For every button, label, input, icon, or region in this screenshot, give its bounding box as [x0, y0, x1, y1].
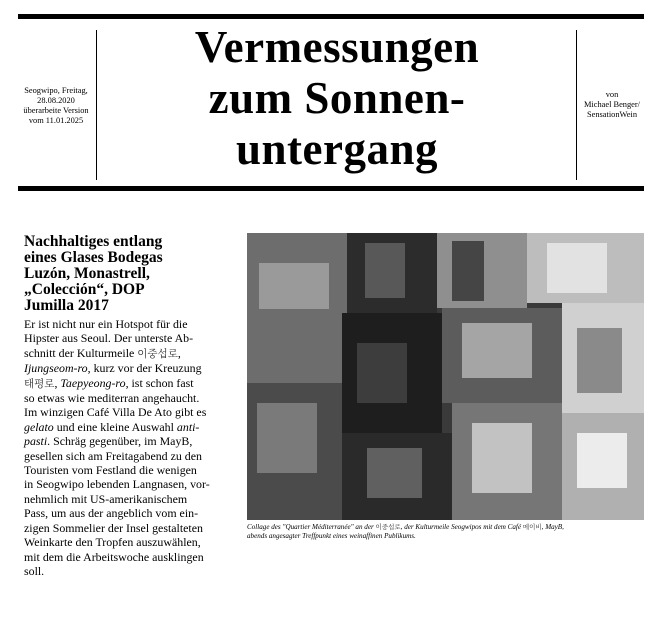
- title-line: zum Sonnen-: [208, 73, 466, 123]
- body-line: Er ist nicht nur ein Hotspot für die: [24, 317, 188, 331]
- headline-line: eines Glases Bodegas: [24, 249, 163, 266]
- body-line: pasti. Schräg gegenüber, im MayB,: [24, 434, 193, 449]
- article-body: [24, 317, 240, 578]
- page-title: [100, 22, 574, 175]
- headline-line: Luzón, Monastrell,: [24, 265, 150, 282]
- masthead-left-divider: [96, 30, 97, 180]
- headline-line: Nachhaltiges entlang: [24, 233, 163, 250]
- byline-line: von: [605, 90, 619, 99]
- dateline-line: 28.08.2020: [37, 96, 75, 105]
- dateline-line: vom 11.01.2025: [28, 116, 84, 125]
- collage-tile: [577, 433, 627, 488]
- collage-tile: [462, 323, 532, 378]
- collage-tile: [357, 343, 407, 403]
- dateline-line: überarbeite Version: [23, 106, 89, 115]
- title-line: untergang: [235, 124, 438, 174]
- body-line: Hipster aus Seoul. Der unterste Ab-: [24, 331, 194, 346]
- body-line: gelato und eine kleine Auswahl anti-: [24, 419, 200, 434]
- photo-collage: [247, 233, 644, 520]
- korean-street-name: 이중섭로: [137, 347, 178, 360]
- photo-caption: [247, 523, 652, 540]
- body-line: mit dem die Arbeitswoche ausklingen: [24, 549, 204, 564]
- collage-tile: [257, 403, 317, 473]
- body-line: Touristen vom Festland die wenigen: [24, 463, 197, 478]
- body-line: zigen Sommelier der Insel gestalteten: [24, 520, 203, 535]
- body-line: in Seogwipo lebenden Langnasen, vor-: [24, 477, 210, 492]
- collage-tile: [365, 243, 405, 298]
- caption-line: Collage des "Quartier Méditerranée" an der 이중섭로, der Kulturmeile Seogwipos mit dem Café 메이비, MayB,: [247, 523, 564, 531]
- body-line: soll.: [24, 563, 45, 578]
- korean-street-name: 태평로: [24, 377, 55, 390]
- collage-tile: [547, 243, 607, 293]
- collage-tile: [452, 241, 484, 301]
- body-line: 태평로, Taepyeong-ro, ist schon fast: [24, 375, 194, 390]
- headline-line: „Colección“, DOP: [24, 281, 145, 298]
- collage-tile: [472, 423, 532, 493]
- caption-line: abends angesagter Treffpunkt eines weinaffinen Publikums.: [247, 531, 416, 540]
- body-line: gesellen sich am Freitagabend zu den: [24, 448, 202, 463]
- byline: [580, 90, 644, 120]
- byline-line: Michael Benger/: [583, 100, 641, 109]
- byline-line: SensationWein: [586, 110, 638, 119]
- body-line: so etwas wie mediterran angehaucht.: [24, 391, 200, 406]
- article: [24, 234, 240, 578]
- collage-tile: [367, 448, 422, 498]
- collage-tile: [259, 263, 329, 309]
- body-line: Weinkarte den Tropfen auszuwählen,: [24, 535, 201, 550]
- masthead-top-rule: [18, 14, 644, 19]
- body-line: Pass, um aus der angeblich vom ein-: [24, 506, 199, 521]
- title-line: Vermessungen: [194, 22, 480, 72]
- headline-line: Jumilla 2017: [24, 297, 109, 314]
- collage-tile: [577, 328, 622, 393]
- dateline-line: Seogwipo, Freitag,: [24, 86, 88, 95]
- body-line: Im winzigen Café Villa De Ato gibt es: [24, 405, 207, 420]
- dateline: [18, 86, 94, 126]
- masthead-right-divider: [576, 30, 577, 180]
- article-headline: [24, 234, 240, 314]
- masthead-bottom-rule: [18, 186, 644, 191]
- body-line: schnitt der Kulturmeile 이중섭로,: [24, 345, 181, 360]
- body-line: Ijungseom-ro, kurz vor der Kreuzung: [24, 361, 202, 376]
- body-line: nehmlich mit US-amerikanischem: [24, 491, 188, 506]
